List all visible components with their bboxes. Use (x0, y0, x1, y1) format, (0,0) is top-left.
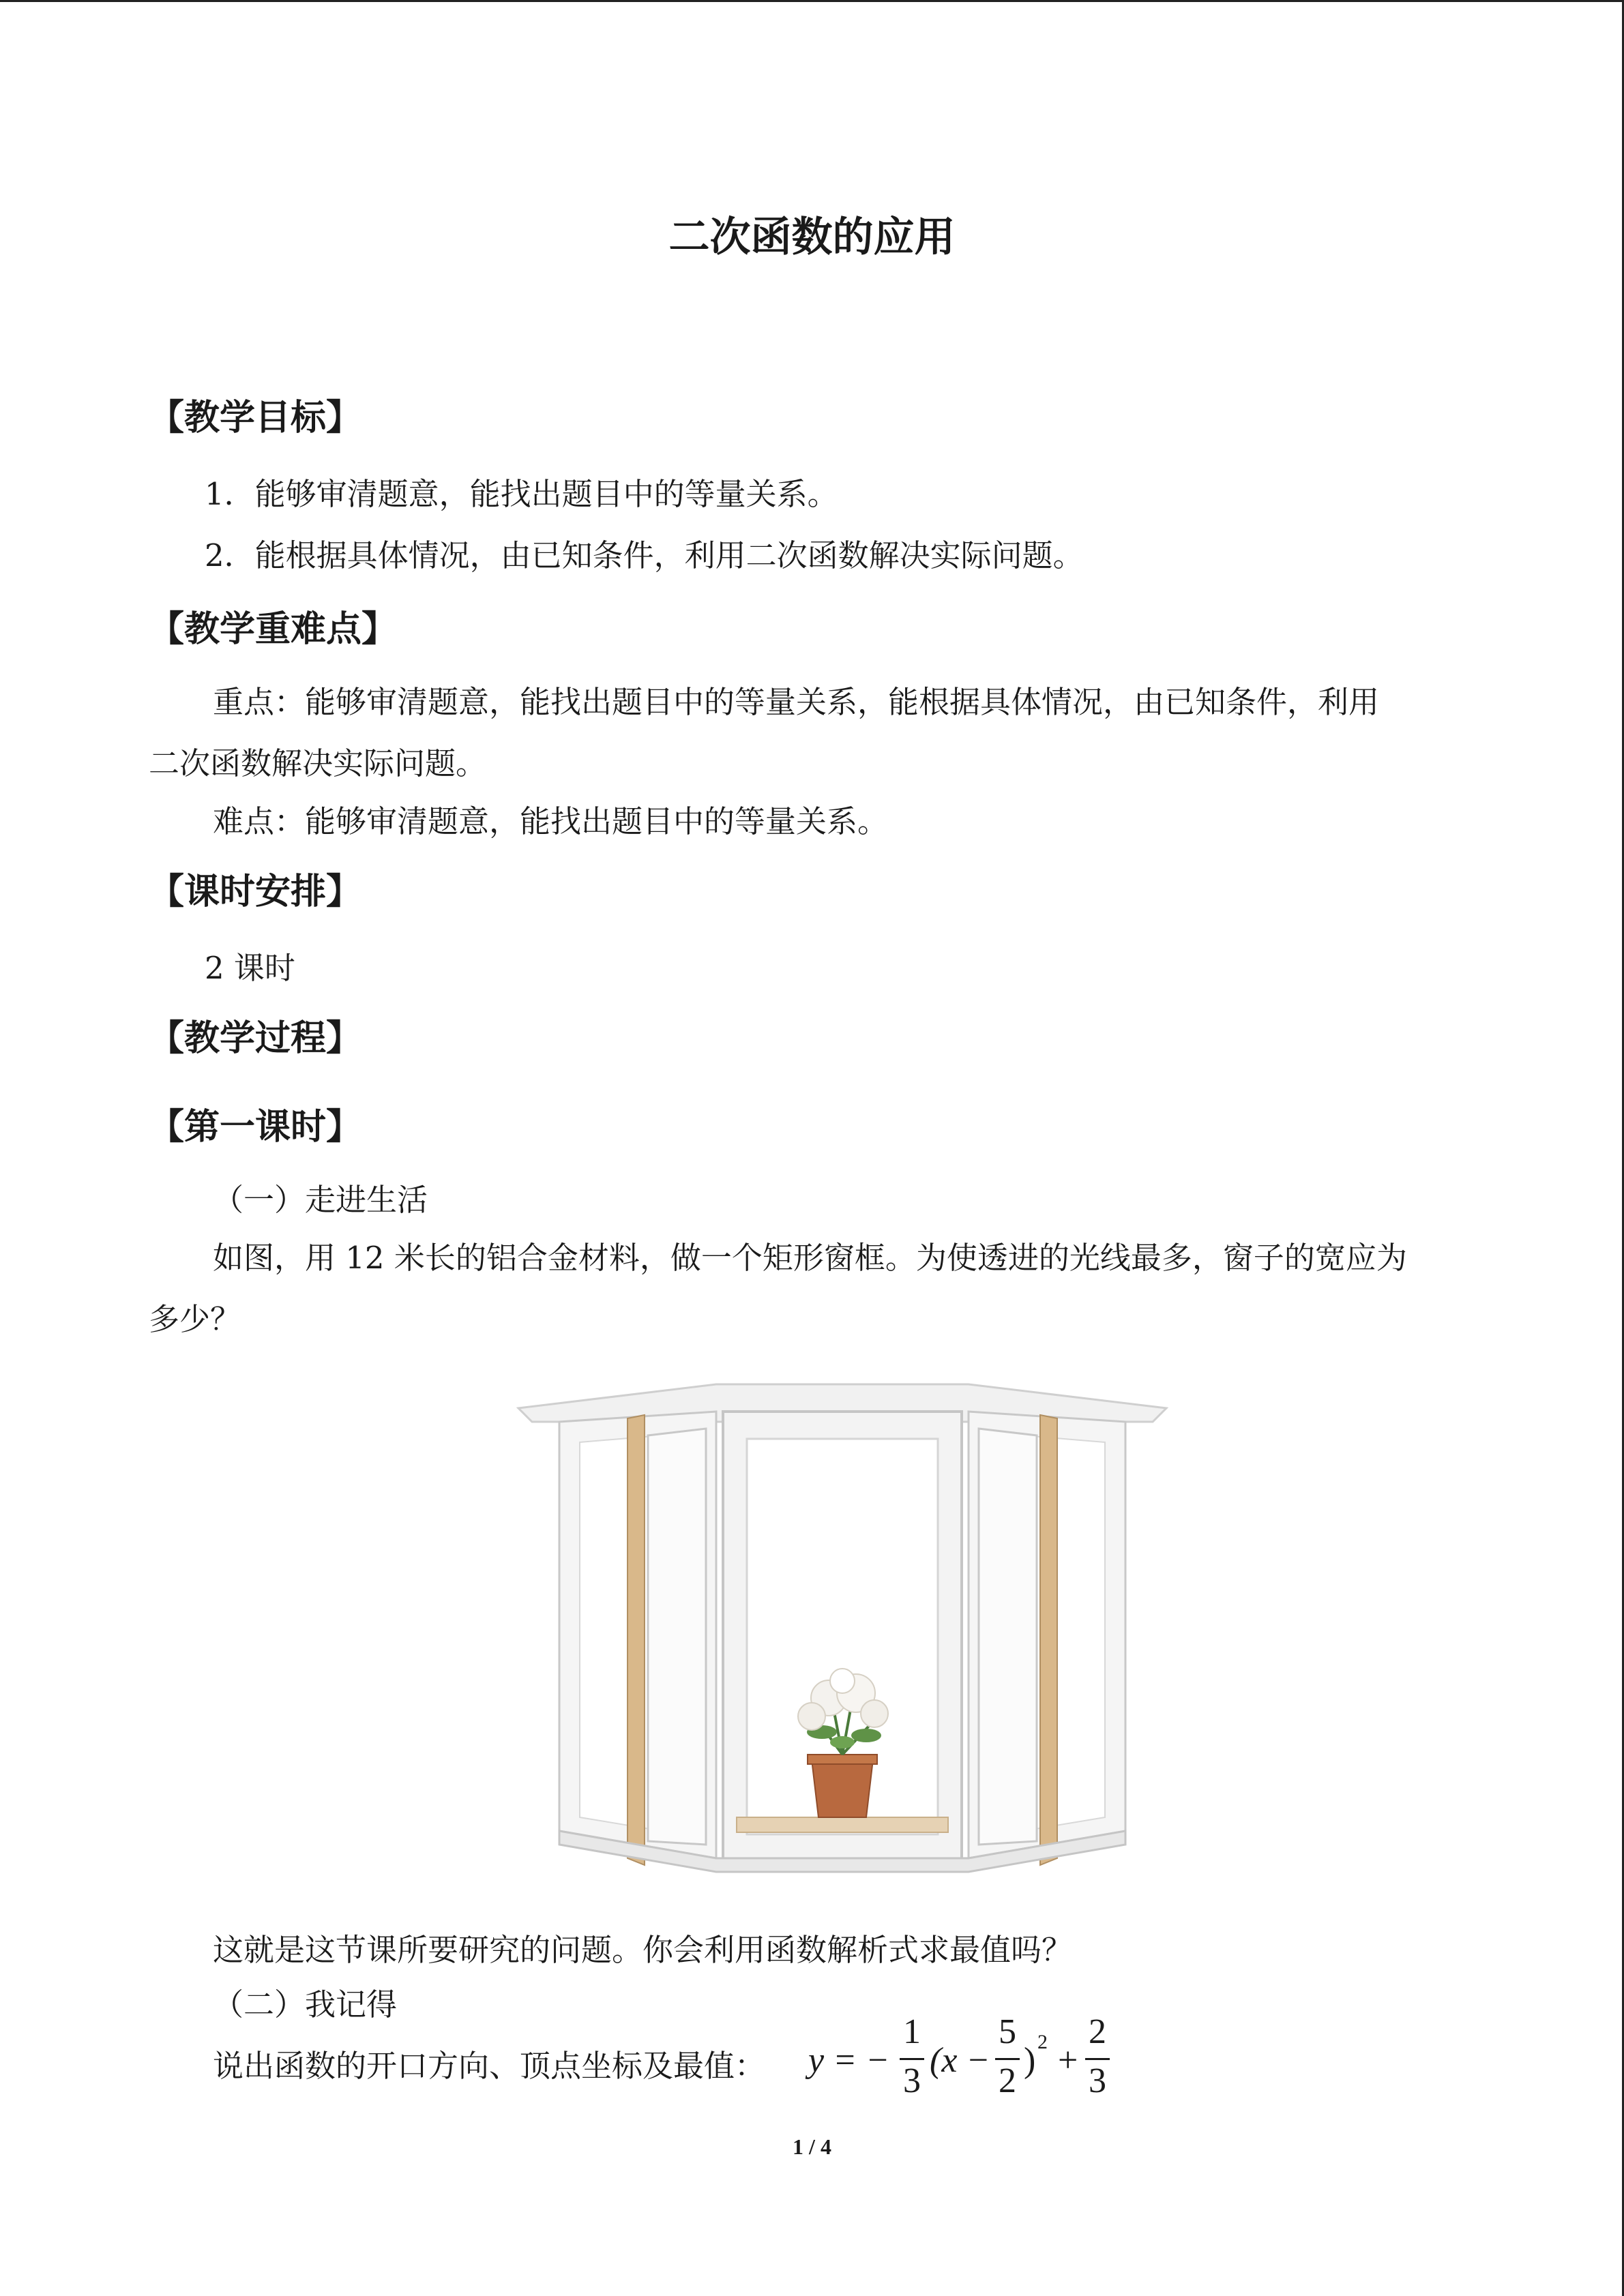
formula-middle: (x − (930, 2041, 990, 2080)
objective-2: 2．能根据具体情况，由已知条件，利用二次函数解决实际问题。 (205, 537, 1084, 573)
heading-objectives: 【教学目标】 (149, 398, 362, 438)
page-number: 1 / 4 (793, 2134, 831, 2159)
keypoint-line-1: 重点：能够审清题意，能找出题目中的等量关系，能根据具体情况，由已知条件，利用 (213, 684, 1380, 720)
problem-line-2: 多少？ (149, 1301, 241, 1337)
formula-exponent: 2 (1037, 2031, 1048, 2053)
fraction-denominator: 3 (1089, 2061, 1106, 2100)
heading-lesson-1: 【第一课时】 (149, 1107, 362, 1148)
heading-keypoints: 【教学重难点】 (149, 609, 398, 650)
question-text: 这就是这节课所要研究的问题。你会利用函数解析式求最值吗？ (213, 1932, 1073, 1968)
heading-process: 【教学过程】 (149, 1018, 362, 1059)
fraction-bar (1085, 2058, 1110, 2060)
quadratic-formula (808, 2012, 1149, 2107)
fraction-numerator: 5 (999, 2012, 1016, 2051)
difficulty-text: 难点：能够审清题意，能找出题目中的等量关系。 (213, 803, 889, 839)
formula-plus: + (1058, 2041, 1078, 2080)
fraction-bar (900, 2058, 924, 2060)
formula-close-paren: ) (1024, 2041, 1036, 2080)
fraction-bar (995, 2058, 1020, 2060)
fraction-denominator: 3 (903, 2061, 921, 2100)
bay-window-figure (512, 1381, 1173, 1899)
keypoint-line-2: 二次函数解决实际问题。 (149, 745, 487, 781)
objective-1: 1．能够审清题意，能找出题目中的等量关系。 (205, 476, 838, 512)
fraction-numerator: 2 (1089, 2012, 1106, 2051)
fraction-denominator: 2 (999, 2061, 1016, 2100)
document-title: 二次函数的应用 (668, 213, 956, 261)
step-1-label: （一）走进生活 (213, 1182, 428, 1218)
problem-line-1: 如图，用 12 米长的铝合金材料，做一个矩形窗框。为使透进的光线最多，窗子的宽应为 (213, 1240, 1407, 1276)
step-2-label: （二）我记得 (213, 1986, 398, 2023)
formula-prompt: 说出函数的开口方向、顶点坐标及最值： (213, 2048, 766, 2084)
fraction-numerator: 1 (903, 2012, 921, 2051)
heading-schedule: 【课时安排】 (149, 871, 362, 912)
formula-lhs: y = − (808, 2041, 890, 2080)
page-border-top (0, 0, 1624, 2)
schedule-value: 2 课时 (205, 950, 295, 986)
